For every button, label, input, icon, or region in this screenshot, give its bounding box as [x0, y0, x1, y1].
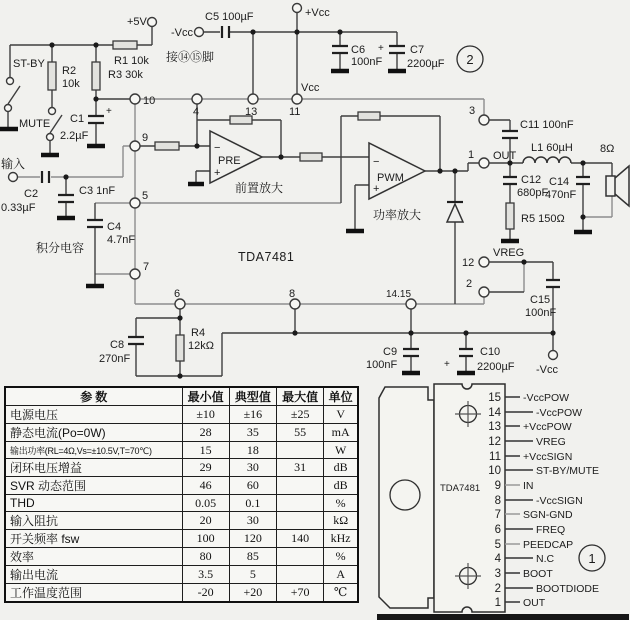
c10-name: C10	[480, 346, 501, 358]
pin-number: 6	[494, 524, 501, 536]
pin-label: IN	[523, 480, 534, 492]
pin-row-13	[488, 421, 572, 433]
param-cell: 输出电流	[5, 566, 182, 584]
pin-row-7	[495, 509, 573, 521]
ic-pin-6	[175, 299, 185, 309]
c7-value: 2200µF	[407, 58, 445, 70]
plusvcc-label: +Vcc	[305, 7, 330, 19]
c9-value: 100nF	[366, 359, 398, 371]
stby-switch-pole	[5, 105, 12, 112]
pin-number: 15	[488, 392, 501, 404]
c9-name: C9	[383, 346, 398, 358]
param-cell: 开关频率 fsw	[5, 530, 182, 548]
pre-plus-sign: +	[214, 167, 221, 179]
pin-number: 13	[488, 421, 501, 433]
pin-number: 11	[489, 451, 501, 463]
pwm-cn-label: 功率放大	[373, 208, 422, 222]
pin-number: 9	[494, 480, 501, 492]
negvcc-bottom-label: -Vcc	[536, 364, 558, 376]
c6-value: 100nF	[351, 56, 383, 68]
c8-name: C8	[110, 339, 125, 351]
c15-value: 100nF	[525, 307, 557, 319]
speaker-impedance-label: 8Ω	[600, 143, 615, 155]
pin-label: BOOTDIODE	[536, 583, 600, 595]
resistor-r2	[48, 62, 56, 90]
resistor-pwm-feedback	[358, 112, 380, 120]
pinout-diagram	[355, 378, 630, 620]
param-cell: 闭环电压增益	[5, 459, 182, 477]
resistor-pre-out	[300, 153, 322, 161]
pwm-minus-sign: −	[373, 156, 380, 168]
pre-label: PRE	[218, 155, 241, 167]
col-header-max: 最大值	[277, 387, 324, 406]
pinout-chip-name: TDA7481	[440, 483, 481, 494]
c8-value: 270nF	[99, 353, 131, 365]
pin-number: 7	[494, 509, 501, 521]
param-cell: 工作温度范围	[5, 584, 182, 603]
r4-name: R4	[191, 327, 206, 339]
spec-table	[4, 386, 359, 603]
table-row: 闭环电压增益 29 30 31 dB	[5, 459, 358, 477]
c12-name: C12	[521, 174, 542, 186]
ic-pin-4	[192, 94, 202, 104]
pin-number: 3	[494, 568, 501, 580]
pin-number: 8	[494, 495, 501, 507]
resistor-r4	[176, 335, 184, 361]
pin-label: FREQ	[536, 524, 566, 536]
col-header-unit: 单位	[324, 387, 358, 406]
out-label: OUT	[493, 150, 517, 162]
pin5-label: 5	[142, 190, 149, 202]
pin-label: +VccPOW	[523, 421, 572, 433]
c12-value: 680pF	[517, 187, 549, 199]
param-cell: SVR 动态范围	[5, 477, 182, 495]
pin10-label: 10	[143, 95, 156, 107]
table-row: THD 0.05 0.1 %	[5, 495, 358, 512]
param-cell: 输入阻抗	[5, 512, 182, 530]
ic-pin-13	[248, 94, 258, 104]
pin-label: -VccPOW	[523, 392, 570, 404]
param-cell: 电源电压	[5, 406, 182, 424]
ic-pin-2	[479, 287, 489, 297]
pin3-label: 3	[469, 105, 476, 117]
ic-pin-10	[130, 94, 140, 104]
pin-row-12	[488, 436, 566, 448]
ic-pin-9	[130, 141, 140, 151]
col-header-min: 最小值	[182, 387, 229, 406]
c4-value: 4.7nF	[107, 234, 136, 246]
l1-label: L1 60µH	[531, 142, 573, 154]
vcc-rail-label: Vcc	[301, 82, 320, 94]
mute-switch-pole	[47, 134, 54, 141]
pin-label: N.C	[536, 553, 555, 565]
ic-pin-3	[479, 115, 489, 125]
pin12-label: 12	[462, 257, 475, 269]
c11-label: C11 100nF	[520, 119, 574, 131]
pin-label: SGN-GND	[523, 509, 573, 521]
pin6-label: 6	[174, 288, 181, 300]
param-cell: THD	[5, 495, 182, 512]
scan-edge-bar	[377, 614, 629, 620]
terminal-input	[9, 173, 18, 182]
table-row: SVR 动态范围 46 60 dB	[5, 477, 358, 495]
c2-value: 0.33µF	[1, 202, 36, 214]
speaker-symbol	[606, 166, 629, 206]
pin-number: 14	[488, 407, 501, 419]
table-row: 电源电压 ±10 ±16 ±25 V	[5, 406, 358, 424]
pin-label: PEEDCAP	[523, 539, 574, 551]
pin-row-8	[495, 495, 583, 507]
table-row: 静态电流(Po=0W) 28 35 55 mA	[5, 424, 358, 442]
c2-name: C2	[24, 188, 39, 200]
param-cell: 输出功率(RL=4Ω,Vs=±10.5V,T=70℃)	[5, 442, 182, 459]
pin-label: -VccPOW	[536, 407, 583, 419]
spec-table-header-row	[5, 387, 358, 406]
r2-name: R2	[62, 65, 77, 77]
pin-label: VREG	[536, 436, 566, 448]
figure-marker-2	[457, 46, 483, 72]
pin-number: 1	[494, 597, 501, 609]
vreg-label: VREG	[493, 247, 525, 259]
r5-label: R5 150Ω	[521, 213, 565, 225]
pin9-label: 9	[142, 132, 149, 144]
c15-name: C15	[530, 294, 551, 306]
c7-plus-sign: +	[378, 43, 384, 54]
c5-label: C5 100µF	[205, 11, 254, 23]
mute-label: MUTE	[19, 118, 51, 130]
pin-number: 5	[494, 539, 501, 551]
c1-name: C1	[70, 113, 85, 125]
terminal-plus5v	[148, 18, 157, 27]
c10-plus-sign: +	[444, 359, 450, 370]
table-row: 输出功率(RL=4Ω,Vs=±10.5V,T=70℃) 15 18 W	[5, 442, 358, 459]
pre-cn-label: 前置放大	[235, 181, 284, 195]
stby-switch	[7, 78, 14, 85]
ic-pin-1	[479, 158, 489, 168]
pin-label: ST-BY/MUTE	[536, 465, 600, 477]
pin7-label: 7	[143, 261, 150, 273]
pin-number: 2	[494, 583, 501, 595]
table-row: 效率 80 85 %	[5, 548, 358, 566]
c10-value: 2200µF	[477, 361, 515, 373]
input-label: 输入	[1, 157, 26, 171]
integrating-cap-label: 积分电容	[36, 241, 85, 255]
table-row: 开关频率 fsw 100 120 140 kHz	[5, 530, 358, 548]
pin-row-9	[495, 480, 534, 492]
ic-pin-12	[479, 257, 489, 267]
c3-label: C3 1nF	[79, 185, 116, 197]
pin8-label: 8	[289, 288, 296, 300]
pre-minus-sign: −	[214, 142, 221, 154]
table-row: 输入阻抗 20 30 kΩ	[5, 512, 358, 530]
c6-name: C6	[351, 44, 366, 56]
plus5v-label: +5V	[127, 16, 147, 28]
resistor-r1	[113, 41, 137, 49]
table-row: 输出电流 3.5 5 A	[5, 566, 358, 584]
col-header-param: 参 数	[5, 387, 182, 406]
c1-plus-sign: +	[106, 106, 112, 117]
c4-name: C4	[107, 221, 122, 233]
pin-number: 12	[488, 436, 501, 448]
diode-symbol	[447, 202, 463, 222]
resistor-r3	[92, 62, 100, 90]
pin-label: +VccSIGN	[523, 451, 573, 463]
ic-name-label: TDA7481	[238, 250, 295, 264]
c7-name: C7	[410, 44, 425, 56]
connect-pins-note: 接⑭⑮脚	[166, 50, 215, 64]
figure-marker-2-label: 2	[466, 52, 474, 67]
param-cell: 效率	[5, 548, 182, 566]
ic-pin-5	[130, 198, 140, 208]
r3-label: R3 30k	[108, 69, 143, 81]
negvcc-top-label: -Vcc	[171, 27, 193, 39]
ic-pin-14-15	[406, 299, 416, 309]
c1-value: 2.2µF	[60, 130, 89, 142]
c14-value: 470nF	[545, 189, 577, 201]
pin-row-15	[488, 392, 569, 404]
pwm-plus-sign: +	[373, 183, 380, 195]
pin-label: -VccSIGN	[536, 495, 583, 507]
pin-row-2	[495, 583, 599, 595]
pin11-label: 11	[289, 106, 301, 118]
mute-switch	[49, 108, 56, 115]
inductor-l1-symbol	[523, 157, 571, 163]
figure-marker-1	[579, 545, 605, 571]
pin14-15-label: 14.15	[386, 289, 412, 300]
r2-value: 10k	[62, 78, 80, 90]
pin-row-5	[495, 539, 574, 551]
pwm-label: PWM	[377, 172, 404, 184]
resistor-r5	[506, 203, 514, 229]
table-row: 工作温度范围 -20 +20 +70 ℃	[5, 584, 358, 603]
terminal-negvcc-bottom	[549, 351, 558, 360]
c14-name: C14	[549, 176, 570, 188]
pin1-label: 1	[468, 149, 475, 161]
heatsink-tab	[379, 387, 434, 608]
pin-number: 4	[494, 553, 501, 565]
pin-number: 10	[488, 465, 501, 477]
resistor-input	[155, 142, 179, 150]
pin4-label: 4	[193, 106, 200, 118]
ic-pin-11	[292, 94, 302, 104]
col-header-typ: 典型值	[229, 387, 276, 406]
pin13-label: 13	[245, 106, 258, 118]
ic-pin-8	[290, 299, 300, 309]
figure-marker-1-label: 1	[588, 551, 596, 566]
r4-value: 12kΩ	[188, 340, 214, 352]
terminal-negvcc-top	[195, 28, 204, 37]
terminal-plusvcc	[293, 4, 302, 13]
r1-label: R1 10k	[114, 55, 149, 67]
param-cell: 静态电流(Po=0W)	[5, 424, 182, 442]
pin-label: OUT	[523, 597, 546, 609]
pin-label: BOOT	[523, 568, 553, 580]
pin2-label: 2	[466, 278, 473, 290]
stby-label: ST-BY	[13, 58, 45, 70]
ic-pin-7	[130, 269, 140, 279]
